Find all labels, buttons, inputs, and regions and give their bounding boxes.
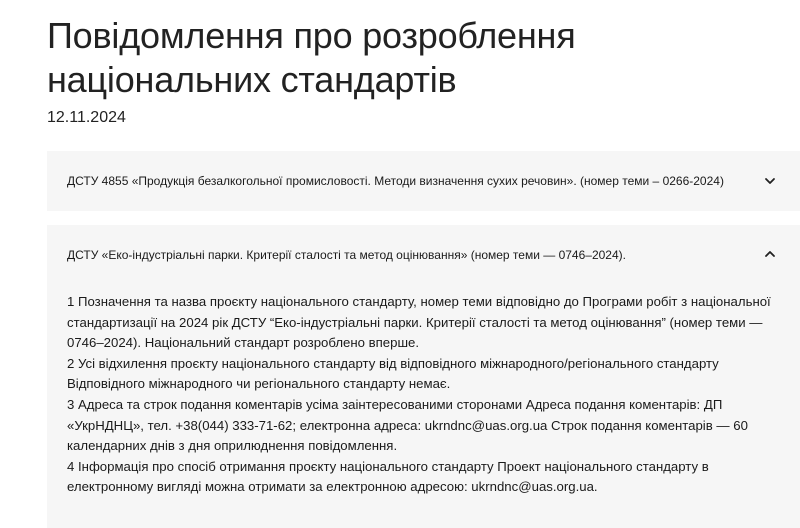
accordion-heading[interactable]: ДСТУ 4855 «Продукція безалкогольної промисловості. Методи визначення сухих речовин». (номер теми – 0266-2024) [67,174,724,188]
notice-paragraph: 2 Усі відхилення проєкту національного стандарту від відповідного міжнародного/регіонального стандарту Відповідного міжнародного чи регіонального стандарту немає. [67,355,719,392]
notice-paragraph: 3 Адреса та строк подання коментарів усіма заінтересованими сторонами Адреса подання коментарів: ДП «УкрНДНЦ», тел. +38(044) 333-71-62; електронна адреса: ukrndnc@uas.org.ua Строк подання коментарів — 60 календарних днів з дня оприлюднення повідомлення. [67,396,748,454]
notice-paragraph: 1 Позначення та назва проєкту національного стандарту, номер теми відповідно до Програми робіт з національної стандартизації на 2024 рік ДСТУ “Еко-індустріальні парки. Критерії сталості та метод оцінювання” (номер теми — 0746–2024). Національний стандарт розроблено вперше. [67,294,771,351]
accordion-item-eco-industrial-parks[interactable] [47,225,800,520]
publication-date: 12.11.2024 [47,109,126,126]
chevron-down-icon[interactable] [762,173,778,189]
chevron-up-icon[interactable] [762,246,778,262]
accordion-item-dstu-4855[interactable] [47,151,800,211]
accordion-content [67,292,779,498]
accordion-heading[interactable]: ДСТУ «Еко-індустріальні парки. Критерії сталості та метод оцінювання» (номер теми — 0746–2024). [67,248,626,262]
accordion-bottom-edge [47,520,800,528]
notice-paragraph: 4 Інформація про спосіб отримання проєкту національного стандарту Проект національного стандарту в електронному вигляді можна отримати за електронною адресою: ukrndnc@uas.org.ua. [67,458,709,495]
page-title: Повідомлення про розроблення національних стандартів [47,15,576,100]
